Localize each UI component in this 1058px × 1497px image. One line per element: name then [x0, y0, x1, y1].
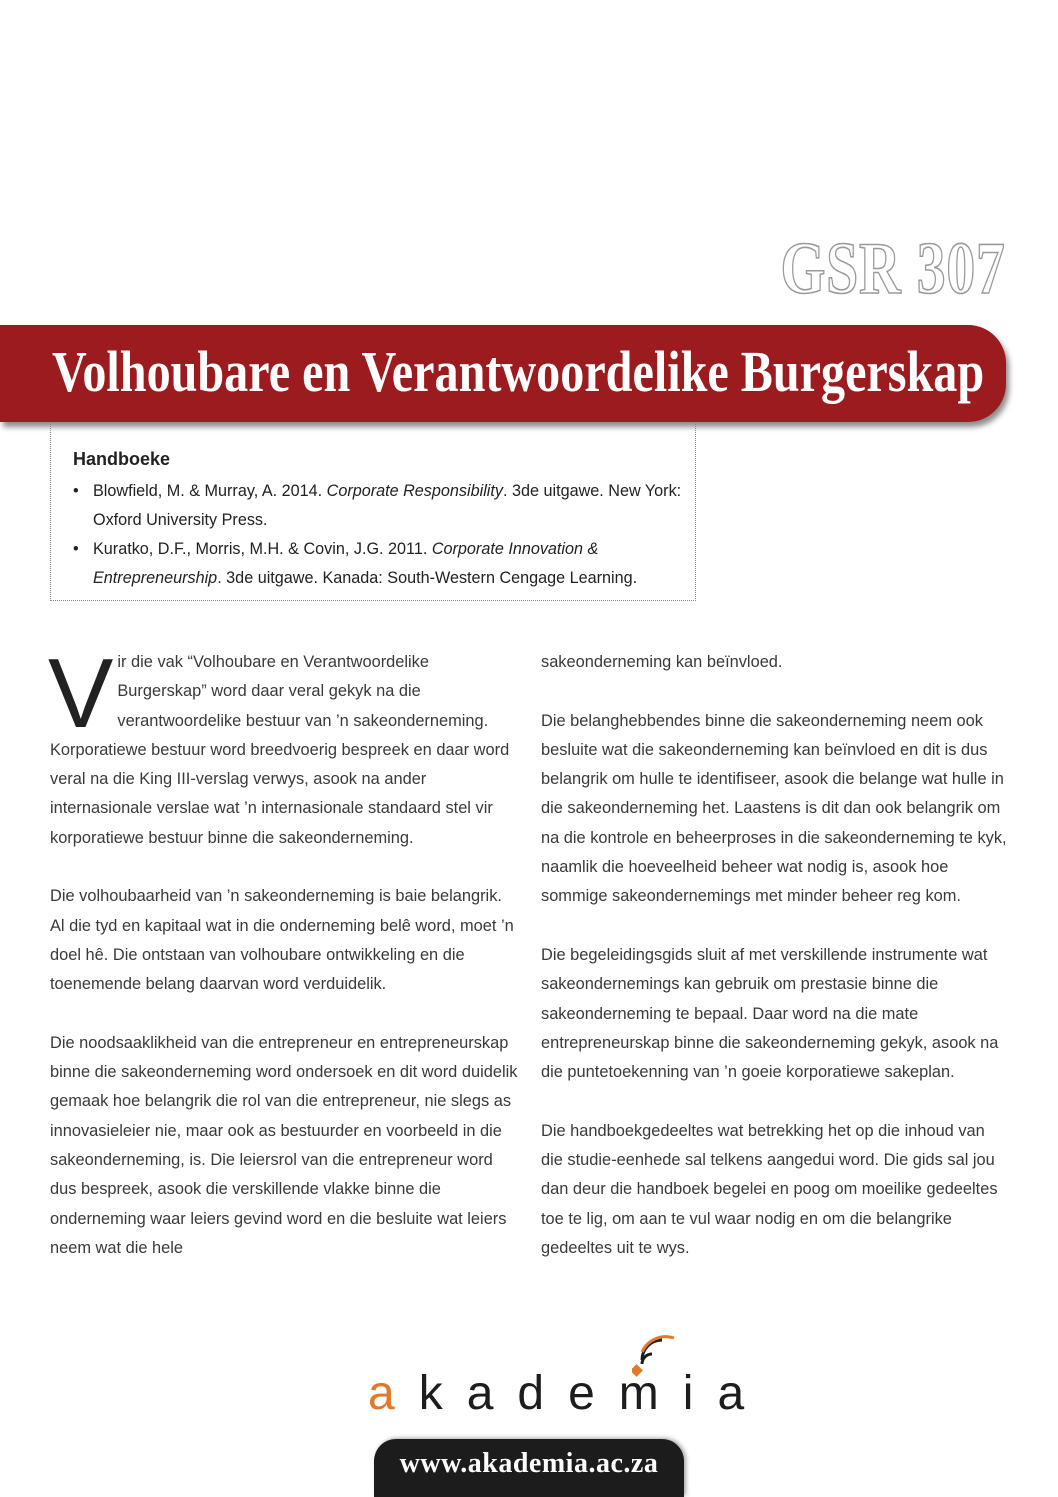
handbooks-list	[73, 477, 683, 593]
handbook-authors: Kuratko, D.F., Morris, M.H. & Covin, J.G. 2011.	[93, 540, 432, 558]
body-paragraph	[48, 638, 518, 853]
drop-cap: V	[48, 638, 114, 748]
handbook-title: Corporate Responsibility	[326, 482, 503, 500]
paragraph-text: ir die vak “Volhoubare en Verantwoordelike Burgerskap” word daar veral gekyk na die verantwoordelike bestuur van ’n sakeonderneming. Korporatiewe bestuur word breedvoerig bespreek en daar word veral na die King III-verslag verwys, asook na ander internasionale verslae wat ’n internasionale standaard stel vir korporatiewe bestuur binne die sakeonderneming.	[50, 653, 510, 847]
logo-wordmark	[368, 1366, 768, 1421]
handbook-edition: . 3de uitgawe. New York: Oxford University Press.	[93, 482, 682, 529]
handbook-item	[73, 535, 683, 593]
body-paragraph: Die noodsaaklikheid van die entrepreneur en entrepreneurskap binne die sakeonderneming word ondersoek en dit word duidelik gemaak hoe belangrik die rol van die entrepreneur, nie slegs as innovasieleier nie, maar ook as bestuurder en voorbeeld in die sakeonderneming, is. Die leiersrol van die entrepreneur word dus bespreek, asook die verskillende vlakke binne die onderneming waar leiers gevind word en die besluite wat leiers neem wat die hele	[50, 1033, 518, 1257]
logo-letters: kadem	[418, 1367, 683, 1420]
logo-letters-end: ia	[682, 1367, 769, 1420]
logo-letter-accent: a	[368, 1367, 419, 1420]
akademia-logo	[360, 1318, 769, 1428]
url-footer	[374, 1439, 684, 1497]
handbook-authors: Blowfield, M. & Murray, A. 2014.	[93, 482, 327, 500]
body-paragraph: Die begeleidingsgids sluit af met verskillende instrumente wat sakeondernemings kan gebruik om prestasie binne die sakeonderneming te bepaal. Daar word na die mate entrepreneurskap binne die sakeonderneming gekyk, asook na die puntetoekenning van ’n goeie korporatiewe sakeplan.	[541, 945, 999, 1082]
handbook-title: Corporate Innovation & Entrepreneurship	[93, 540, 599, 587]
body-paragraph: Die volhoubaarheid van ’n sakeonderneming is baie belangrik. Al die tyd en kapitaal wat in die onderneming belê word, moet ’n doel hê. Die ontstaan van volhoubare ontwikkeling en die toenemende belang daarvan word verduidelik.	[50, 887, 514, 994]
title-banner	[0, 325, 1006, 422]
handbook-edition: . 3de uitgawe. Kanada: South-Western Cengage Learning.	[217, 569, 638, 587]
page-title: Volhoubare en Verantwoordelike Burgerskap	[52, 339, 985, 404]
handbook-item	[73, 477, 683, 535]
website-link[interactable]: www.akademia.ac.za	[399, 1448, 659, 1479]
handbooks-heading: Handboeke	[73, 449, 171, 469]
handbooks-box	[50, 422, 696, 601]
course-code: GSR 307	[780, 228, 1006, 310]
body-paragraph: sakeonderneming kan beïnvloed.	[541, 653, 783, 671]
body-column-right	[541, 648, 1009, 1293]
body-paragraph: Die belanghebbendes binne die sakeonderneming neem ook besluite wat die sakeonderneming kan beïnvloed en dit is dus belangrik om hulle te identifiseer, asook die belange wat hulle in die sakeonderneming het. Laastens is dit dan ook belangrik om na die kontrole en beheerproses in die sakeonderneming te kyk, naamlik die hoeveelheid beheer wat nodig is, asook hoe sommige sakeondernemings met minder beheer reg kom.	[541, 711, 1007, 906]
body-column-left	[48, 638, 518, 1293]
body-paragraph: Die handboekgedeeltes wat betrekking het op die inhoud van die studie-eenhede sal telkens aangedui word. Die gids sal jou dan deur die handboek begelei en poog om moeilike gedeeltes toe te lig, om aan te vul waar nodig en om die belangrike gedeeltes uit te wys.	[541, 1121, 998, 1257]
